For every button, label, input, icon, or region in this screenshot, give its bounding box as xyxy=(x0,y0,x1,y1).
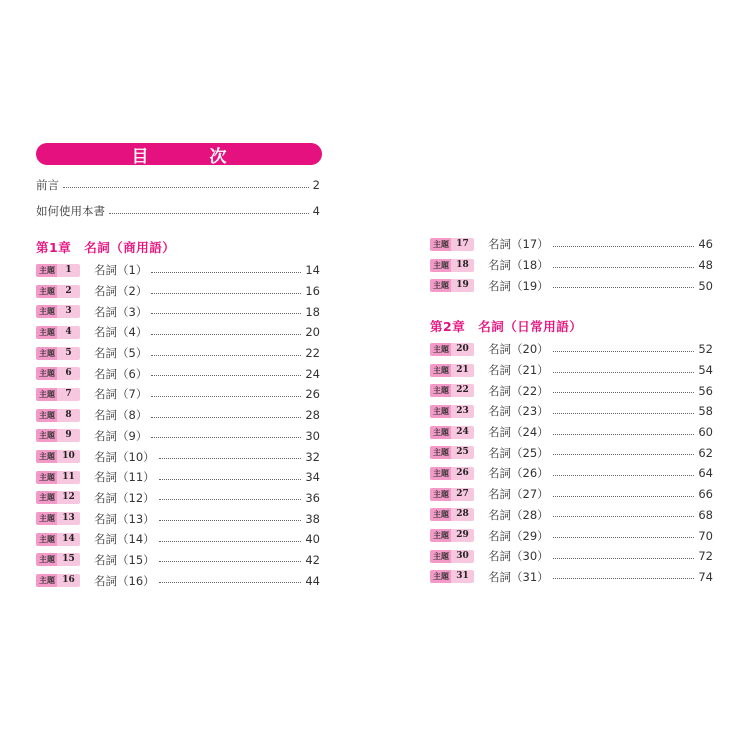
topic-badge xyxy=(430,426,474,439)
topic-badge-number: 11 xyxy=(57,471,80,484)
toc-entry[interactable] xyxy=(36,384,320,405)
entry-label: 名詞（2） xyxy=(94,284,148,299)
topic-badge xyxy=(430,508,474,521)
entry-label: 名詞（3） xyxy=(94,304,148,319)
topic-badge-number: 9 xyxy=(57,429,80,442)
toc-title: 目 次 xyxy=(131,146,249,167)
entry-label: 名詞（8） xyxy=(94,408,148,423)
topic-badge xyxy=(36,388,80,401)
toc-entry[interactable] xyxy=(36,405,320,426)
toc-entry[interactable] xyxy=(430,463,713,484)
leader-dots xyxy=(159,458,302,459)
topic-badge-label: 主題 xyxy=(430,364,451,377)
topic-badge-number: 2 xyxy=(57,285,80,298)
entry-label: 名詞（27） xyxy=(488,487,549,502)
entry-page: 48 xyxy=(698,258,713,273)
entry-page: 40 xyxy=(305,532,320,547)
toc-entry[interactable] xyxy=(36,322,320,343)
entry-label: 名詞（20） xyxy=(488,342,549,357)
entry-label: 名詞（21） xyxy=(488,363,549,378)
toc-entry[interactable] xyxy=(430,255,713,276)
entry-label: 名詞（13） xyxy=(94,511,155,526)
topic-badge-label: 主題 xyxy=(36,305,57,318)
topic-badge-label: 主題 xyxy=(430,238,451,251)
entry-page: 62 xyxy=(698,445,713,460)
intro-row-preface[interactable] xyxy=(36,172,320,198)
entry-label: 名詞（17） xyxy=(488,237,549,252)
leader-dots xyxy=(553,246,695,247)
entry-page: 58 xyxy=(698,404,713,419)
topic-badge xyxy=(430,343,474,356)
entry-label: 名詞（28） xyxy=(488,507,549,522)
topic-badge-label: 主題 xyxy=(430,343,451,356)
topic-badge-label: 主題 xyxy=(36,533,57,546)
entry-label: 名詞（15） xyxy=(94,552,155,567)
toc-entry[interactable] xyxy=(430,442,713,463)
chapter-heading: 第2章 名詞（日常用語） xyxy=(430,319,583,334)
topic-badge xyxy=(430,488,474,501)
topic-badge xyxy=(430,446,474,459)
leader-dots xyxy=(553,413,695,414)
topic-badge-number: 15 xyxy=(57,553,80,566)
leader-dots xyxy=(553,372,695,373)
topic-badge-label: 主題 xyxy=(430,529,451,542)
topic-badge-label: 主題 xyxy=(36,491,57,504)
topic-badge xyxy=(36,326,80,339)
topic-badge xyxy=(430,279,474,292)
toc-entry[interactable] xyxy=(36,363,320,384)
topic-badge-number: 8 xyxy=(57,409,80,422)
chapter-1-entries xyxy=(36,260,320,591)
toc-entry[interactable] xyxy=(430,484,713,505)
topic-badge-label: 主題 xyxy=(430,384,451,397)
topic-badge-label: 主題 xyxy=(36,512,57,525)
topic-badge xyxy=(430,364,474,377)
topic-badge xyxy=(36,367,80,380)
toc-entry[interactable] xyxy=(430,525,713,546)
toc-entry[interactable] xyxy=(36,488,320,509)
entry-label: 名詞（6） xyxy=(94,366,148,381)
entry-page: 34 xyxy=(305,470,320,485)
leader-dots xyxy=(553,351,695,352)
toc-entry[interactable] xyxy=(36,508,320,529)
entry-page: 66 xyxy=(698,487,713,502)
topic-badge-label: 主題 xyxy=(430,426,451,439)
topic-badge-label: 主題 xyxy=(430,446,451,459)
leader-dots xyxy=(553,434,695,435)
leader-dots xyxy=(151,293,301,294)
toc-entry[interactable] xyxy=(430,275,713,296)
entry-page: 54 xyxy=(698,363,713,378)
topic-badge xyxy=(36,285,80,298)
topic-badge-number: 23 xyxy=(451,405,474,418)
leader-dots xyxy=(151,334,301,335)
entry-page: 70 xyxy=(698,528,713,543)
topic-badge-label: 主題 xyxy=(36,367,57,380)
toc-entry[interactable] xyxy=(36,343,320,364)
entry-label: 名詞（7） xyxy=(94,387,148,402)
topic-badge-number: 16 xyxy=(57,574,80,587)
topic-badge-label: 主題 xyxy=(36,326,57,339)
chapter-2 xyxy=(430,317,713,587)
entry-label: 名詞（11） xyxy=(94,470,155,485)
toc-entry[interactable] xyxy=(36,550,320,571)
topic-badge xyxy=(36,471,80,484)
topic-badge-number: 5 xyxy=(57,347,80,360)
topic-badge-label: 主題 xyxy=(36,471,57,484)
entry-page: 14 xyxy=(305,263,320,278)
toc-entry[interactable] xyxy=(430,567,713,588)
leader-dots xyxy=(109,213,309,214)
topic-badge-number: 4 xyxy=(57,326,80,339)
topic-badge-number: 30 xyxy=(451,550,474,563)
topic-badge xyxy=(430,384,474,397)
leader-dots xyxy=(159,479,302,480)
topic-badge-label: 主題 xyxy=(430,550,451,563)
topic-badge-number: 29 xyxy=(451,529,474,542)
entry-page: 64 xyxy=(698,466,713,481)
topic-badge-label: 主題 xyxy=(36,450,57,463)
leader-dots xyxy=(159,520,302,521)
topic-badge-label: 主題 xyxy=(430,467,451,480)
toc-entry[interactable] xyxy=(36,529,320,550)
leader-dots xyxy=(553,454,695,455)
topic-badge xyxy=(430,238,474,251)
entry-label: 名詞（31） xyxy=(488,569,549,584)
chapter-2-entries xyxy=(430,339,713,587)
topic-badge xyxy=(36,429,80,442)
toc-entry[interactable] xyxy=(36,467,320,488)
topic-badge-number: 21 xyxy=(451,364,474,377)
entry-label: 名詞（14） xyxy=(94,532,155,547)
leader-dots xyxy=(159,582,302,583)
entry-page: 28 xyxy=(305,408,320,423)
leader-dots xyxy=(553,287,695,288)
toc-title-bar xyxy=(36,143,322,165)
toc-entry[interactable] xyxy=(430,380,713,401)
toc-entry[interactable] xyxy=(36,446,320,467)
topic-badge-number: 31 xyxy=(451,570,474,583)
chapter-heading: 第1章 名詞（商用語） xyxy=(36,240,176,255)
topic-badge-number: 12 xyxy=(57,491,80,504)
topic-badge-label: 主題 xyxy=(36,409,57,422)
intro-list xyxy=(36,172,320,224)
toc-entry[interactable] xyxy=(430,505,713,526)
topic-badge xyxy=(36,305,80,318)
topic-badge xyxy=(430,550,474,563)
entry-label: 名詞（23） xyxy=(488,404,549,419)
topic-badge xyxy=(430,570,474,583)
entry-page: 18 xyxy=(305,304,320,319)
entry-page: 22 xyxy=(305,346,320,361)
topic-badge-label: 主題 xyxy=(430,405,451,418)
topic-badge-number: 3 xyxy=(57,305,80,318)
topic-badge-label: 主題 xyxy=(36,388,57,401)
entry-page: 50 xyxy=(698,278,713,293)
topic-badge xyxy=(36,553,80,566)
entry-label: 名詞（12） xyxy=(94,490,155,505)
topic-badge-number: 6 xyxy=(57,367,80,380)
entry-page: 74 xyxy=(698,569,713,584)
topic-badge-number: 18 xyxy=(451,259,474,272)
topic-badge-number: 19 xyxy=(451,279,474,292)
toc-entry[interactable] xyxy=(430,422,713,443)
entry-label: 名詞（1） xyxy=(94,263,148,278)
topic-badge-label: 主題 xyxy=(36,264,57,277)
leader-dots xyxy=(63,187,309,188)
entry-label: 名詞（22） xyxy=(488,383,549,398)
entry-page: 20 xyxy=(305,325,320,340)
entry-page: 38 xyxy=(305,511,320,526)
entry-page: 60 xyxy=(698,425,713,440)
topic-badge-label: 主題 xyxy=(430,570,451,583)
entry-label: 名詞（29） xyxy=(488,528,549,543)
entry-page: 72 xyxy=(698,549,713,564)
topic-badge-label: 主題 xyxy=(36,285,57,298)
entry-page: 56 xyxy=(698,383,713,398)
topic-badge-label: 主題 xyxy=(36,429,57,442)
topic-badge xyxy=(430,259,474,272)
topic-badge-number: 28 xyxy=(451,508,474,521)
intro-page: 4 xyxy=(312,204,320,218)
topic-badge-label: 主題 xyxy=(430,259,451,272)
leader-dots xyxy=(553,475,695,476)
topic-badge-label: 主題 xyxy=(36,553,57,566)
leader-dots xyxy=(151,272,301,273)
leader-dots xyxy=(553,267,695,268)
leader-dots xyxy=(553,392,695,393)
leader-dots xyxy=(159,561,302,562)
topic-badge-number: 14 xyxy=(57,533,80,546)
intro-row-how-to-use[interactable] xyxy=(36,198,320,224)
topic-badge-label: 主題 xyxy=(430,488,451,501)
topic-badge xyxy=(36,450,80,463)
entry-page: 52 xyxy=(698,342,713,357)
topic-badge xyxy=(36,533,80,546)
toc-entry[interactable] xyxy=(430,339,713,360)
entry-label: 名詞（30） xyxy=(488,549,549,564)
topic-badge-number: 1 xyxy=(57,264,80,277)
chapter-1-continued-entries xyxy=(430,234,713,296)
topic-badge-label: 主題 xyxy=(430,279,451,292)
topic-badge-number: 26 xyxy=(451,467,474,480)
topic-badge-label: 主題 xyxy=(430,508,451,521)
topic-badge-number: 24 xyxy=(451,426,474,439)
entry-label: 名詞（4） xyxy=(94,325,148,340)
toc-entry[interactable] xyxy=(430,546,713,567)
entry-label: 名詞（10） xyxy=(94,449,155,464)
topic-badge-number: 22 xyxy=(451,384,474,397)
entry-page: 24 xyxy=(305,366,320,381)
topic-badge-number: 25 xyxy=(451,446,474,459)
leader-dots xyxy=(553,496,695,497)
leader-dots xyxy=(151,355,301,356)
topic-badge xyxy=(36,347,80,360)
leader-dots xyxy=(159,499,302,500)
leader-dots xyxy=(151,313,301,314)
entry-page: 42 xyxy=(305,552,320,567)
topic-badge-number: 27 xyxy=(451,488,474,501)
topic-badge xyxy=(36,264,80,277)
leader-dots xyxy=(151,437,301,438)
leader-dots xyxy=(553,516,695,517)
topic-badge-number: 10 xyxy=(57,450,80,463)
toc-entry[interactable] xyxy=(36,260,320,281)
topic-badge xyxy=(430,467,474,480)
leader-dots xyxy=(553,537,695,538)
topic-badge xyxy=(36,574,80,587)
topic-badge xyxy=(36,491,80,504)
topic-badge-number: 20 xyxy=(451,343,474,356)
entry-page: 46 xyxy=(698,237,713,252)
entry-label: 名詞（24） xyxy=(488,425,549,440)
entry-page: 68 xyxy=(698,507,713,522)
entry-label: 名詞（26） xyxy=(488,466,549,481)
toc-entry[interactable] xyxy=(430,360,713,381)
entry-page: 44 xyxy=(305,573,320,588)
entry-label: 名詞（9） xyxy=(94,428,148,443)
topic-badge-label: 主題 xyxy=(36,574,57,587)
entry-page: 26 xyxy=(305,387,320,402)
leader-dots xyxy=(553,578,695,579)
entry-page: 36 xyxy=(305,490,320,505)
entry-page: 30 xyxy=(305,428,320,443)
topic-badge-label: 主題 xyxy=(36,347,57,360)
chapter-1 xyxy=(36,238,320,591)
entry-label: 名詞（18） xyxy=(488,258,549,273)
entry-page: 32 xyxy=(305,449,320,464)
leader-dots xyxy=(151,417,301,418)
toc-entry[interactable] xyxy=(36,301,320,322)
topic-badge-number: 7 xyxy=(57,388,80,401)
chapter-1-continued xyxy=(430,234,713,296)
entry-label: 名詞（19） xyxy=(488,278,549,293)
topic-badge xyxy=(430,405,474,418)
toc-entry[interactable] xyxy=(36,281,320,302)
toc-entry[interactable] xyxy=(430,401,713,422)
toc-entry[interactable] xyxy=(430,234,713,255)
entry-label: 名詞（16） xyxy=(94,573,155,588)
intro-label: 如何使用本書 xyxy=(36,204,105,218)
leader-dots xyxy=(159,541,302,542)
topic-badge xyxy=(36,409,80,422)
leader-dots xyxy=(151,396,301,397)
intro-label: 前言 xyxy=(36,178,59,192)
entry-label: 名詞（5） xyxy=(94,346,148,361)
entry-label: 名詞（25） xyxy=(488,445,549,460)
topic-badge xyxy=(36,512,80,525)
topic-badge-number: 13 xyxy=(57,512,80,525)
intro-page: 2 xyxy=(312,178,320,192)
entry-page: 16 xyxy=(305,284,320,299)
leader-dots xyxy=(151,375,301,376)
toc-entry[interactable] xyxy=(36,426,320,447)
topic-badge-number: 17 xyxy=(451,238,474,251)
toc-entry[interactable] xyxy=(36,570,320,591)
leader-dots xyxy=(553,558,695,559)
topic-badge xyxy=(430,529,474,542)
